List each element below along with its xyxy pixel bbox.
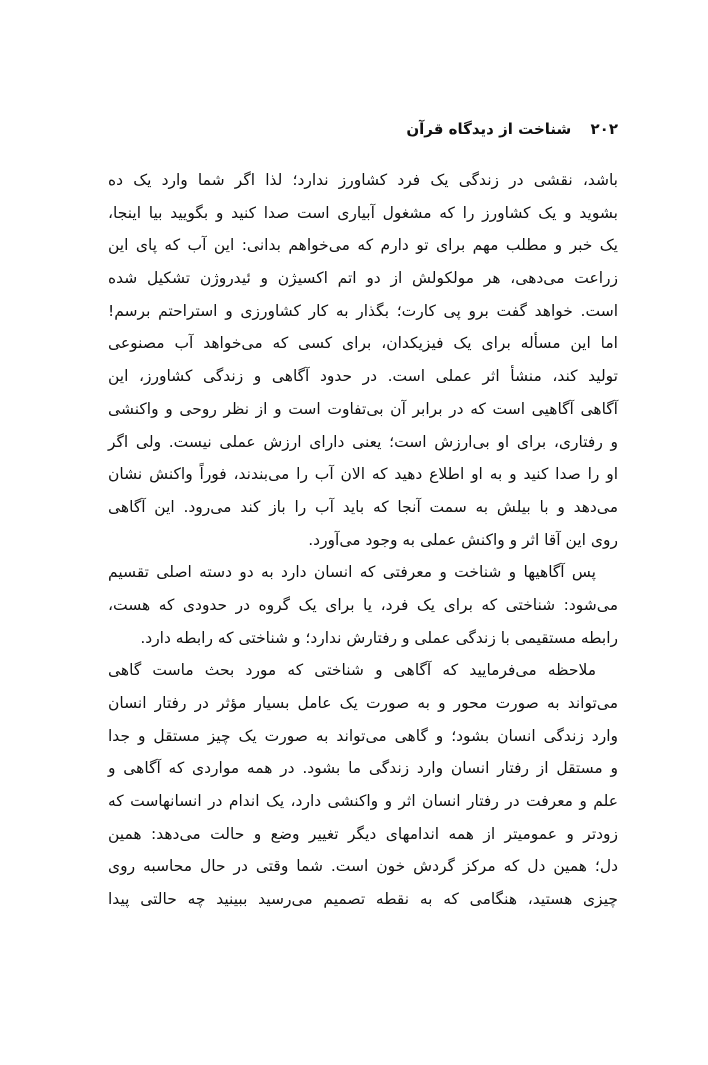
text-line: می‌دهد و با بیلش به سمت آنجا که باید آب را باز کند می‌رود. این آگاهی bbox=[108, 497, 618, 516]
text-line: آگاهی آگاهیی است که در برابر آن بی‌تفاوت است و از نظر روحی و واکنشی bbox=[108, 399, 618, 418]
text-line: اما این مسأله برای یک فیزیکدان، برای کسی که می‌خواهد آب مصنوعی bbox=[108, 334, 618, 353]
text-line: ملاحظه می‌فرمایید که آگاهی و شناختی که مورد بحث ماست گاهی bbox=[108, 661, 596, 680]
text-line: پس آگاهیها و شناخت و معرفتی که انسان دارد به دو دسته اصلی تقسیم bbox=[108, 563, 596, 582]
text-line: می‌تواند به صورت محور و به صورت یک عامل بسیار مؤثر در رفتار انسان bbox=[108, 694, 618, 712]
text-line: او را صدا کنید و به او اطلاع دهید که الان آب را می‌بندند، فوراً واکنش نشان bbox=[108, 465, 618, 484]
text-line: چیزی هستید، هنگامی که به نقطه تصمیم می‌رسید ببینید چه حالتی پیدا bbox=[108, 890, 618, 909]
text-line: وارد زندگی انسان بشود؛ و گاهی می‌تواند به صورت یک چیز مستقل و جدا bbox=[108, 726, 618, 745]
text-line: و رفتاری، برای او بی‌ارزش است؛ یعنی دارای ارزش عملی نیست. ولی اگر bbox=[108, 432, 618, 451]
paragraph bbox=[108, 654, 618, 916]
paragraph bbox=[108, 556, 618, 654]
running-header bbox=[406, 120, 618, 138]
text-line: رابطه مستقیمی با زندگی عملی و رفتارش ندارد؛ و شناختی که رابطه دارد. bbox=[140, 628, 618, 647]
text-line: روی این آقا اثر و واکنش عملی به وجود می‌آورد. bbox=[308, 530, 618, 549]
running-title: شناخت از دیدگاه قرآن bbox=[406, 120, 572, 138]
text-line: است. خواهد گفت برو پی کارت؛ بگذار به کار کشاورزی و استراحتم برسم! bbox=[108, 301, 618, 320]
text-line: می‌شود: شناختی که برای یک فرد، یا برای یک گروه در حدودی که هست، bbox=[108, 595, 618, 614]
text-line: بشوید و یک کشاورز را که مشغول آبیاری است صدا کنید و بگویید بیا اینجا، bbox=[108, 203, 618, 222]
text-line: باشد، نقشی در زندگی یک فرد کشاورز ندارد؛ لذا اگر شما وارد یک ده bbox=[108, 171, 618, 189]
text-line: یک خبر و مطلب مهم برای تو دارم که می‌خواهم بدانی: این آب که پای این bbox=[108, 236, 618, 255]
paragraph bbox=[108, 164, 618, 556]
page-number: ۲۰۲ bbox=[590, 120, 618, 138]
text-line: زودتر و عمومیتر از همه اندامهای دیگر تغییر وضع و حالت می‌دهد: همین bbox=[108, 824, 618, 843]
text-line: علم و معرفت در رفتار انسان اثر و واکنشی دارد، یک اندام در انسانهاست که bbox=[108, 792, 618, 811]
text-line: زراعت می‌دهی، هر مولکولش از دو اتم اکسیژن و ئیدروژن تشکیل شده bbox=[108, 269, 618, 288]
text-line: و مستقل از رفتار انسان وارد زندگی ما بشود. در همه مواردی که آگاهی و bbox=[108, 759, 618, 778]
text-line: تولید کند، منشأ اثر عملی است. در حدود آگاهی و زندگی کشاورز، این bbox=[108, 367, 618, 386]
text-line: دل؛ همین دل که مرکز گردش خون است. شما وقتی در حال محاسبه روی bbox=[108, 857, 618, 876]
page-body bbox=[108, 164, 618, 916]
